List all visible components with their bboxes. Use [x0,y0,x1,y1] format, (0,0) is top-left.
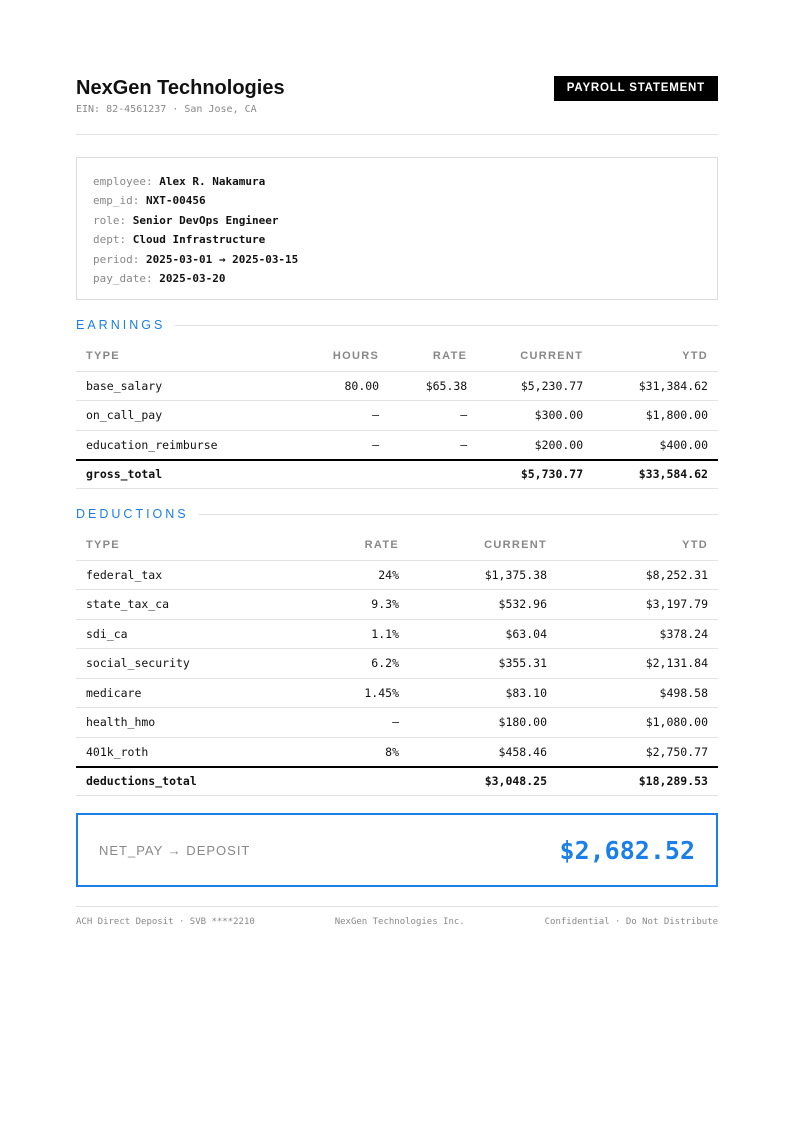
net-pay-label: NET_PAY → DEPOSIT [99,842,251,858]
deductions-table [76,530,718,796]
table-row: state_tax_ca 9.3% $532.96 $3,197.79 [76,590,718,620]
col-rate: RATE [389,341,477,371]
info-emp-id: emp_id: NXT-00456 [93,194,206,208]
gross-total-row: gross_total $5,730.77 $33,584.62 [76,460,718,489]
divider [199,514,718,515]
table-row: 401k_roth 8% $458.46 $2,750.77 [76,737,718,767]
divider [175,325,718,326]
col-type: TYPE [76,530,326,560]
table-header-row [76,530,718,560]
col-ytd: YTD [593,341,718,371]
info-pay-date: pay_date: 2025-03-20 [93,272,226,286]
deductions-total-row: deductions_total $3,048.25 $18,289.53 [76,767,718,796]
earnings-table [76,341,718,489]
info-employee: employee: Alex R. Nakamura [93,175,266,188]
col-type: TYPE [76,341,323,371]
info-dept: dept: Cloud Infrastructure [93,233,266,247]
footer [76,906,718,927]
payroll-statement [76,76,718,927]
company-block [76,76,285,115]
info-period: period: 2025-03-01 → 2025-03-15 [93,252,299,266]
table-header-row [76,341,718,371]
company-meta: EIN: 82-4561237 · San Jose, CA [76,104,257,115]
table-row: social_security 6.2% $355.31 $2,131.84 [76,649,718,679]
table-row: education_reimburse — — $200.00 $400.00 [76,430,718,460]
document-type-badge: PAYROLL STATEMENT [554,76,718,101]
net-pay-box [76,813,718,887]
table-row: medicare 1.45% $83.10 $498.58 [76,678,718,708]
net-pay-amount: $2,682.52 [559,835,695,865]
footer-deposit-info: ACH Direct Deposit · SVB ****2210 [76,917,255,927]
header [76,76,718,135]
col-rate: RATE [326,530,409,560]
deductions-heading: DEDUCTIONS [76,507,189,521]
table-row: on_call_pay — — $300.00 $1,800.00 [76,401,718,431]
deductions-section-title [76,506,718,522]
col-current: CURRENT [477,341,593,371]
table-row: sdi_ca 1.1% $63.04 $378.24 [76,619,718,649]
col-ytd: YTD [557,530,718,560]
footer-confidential: Confidential · Do Not Distribute [544,917,718,927]
info-role: role: Senior DevOps Engineer [93,213,279,227]
earnings-heading: EARNINGS [76,318,166,332]
table-row: base_salary 80.00 $65.38 $5,230.77 $31,384.62 [76,371,718,401]
company-name: NexGen Technologies [76,77,285,99]
table-row: federal_tax 24% $1,375.38 $8,252.31 [76,560,718,590]
table-row: health_hmo — $180.00 $1,080.00 [76,708,718,738]
employee-info-box [76,157,718,300]
footer-company: NexGen Technologies Inc. [334,917,465,927]
col-current: CURRENT [409,530,557,560]
earnings-section-title [76,317,718,333]
col-hours: HOURS [323,341,389,371]
